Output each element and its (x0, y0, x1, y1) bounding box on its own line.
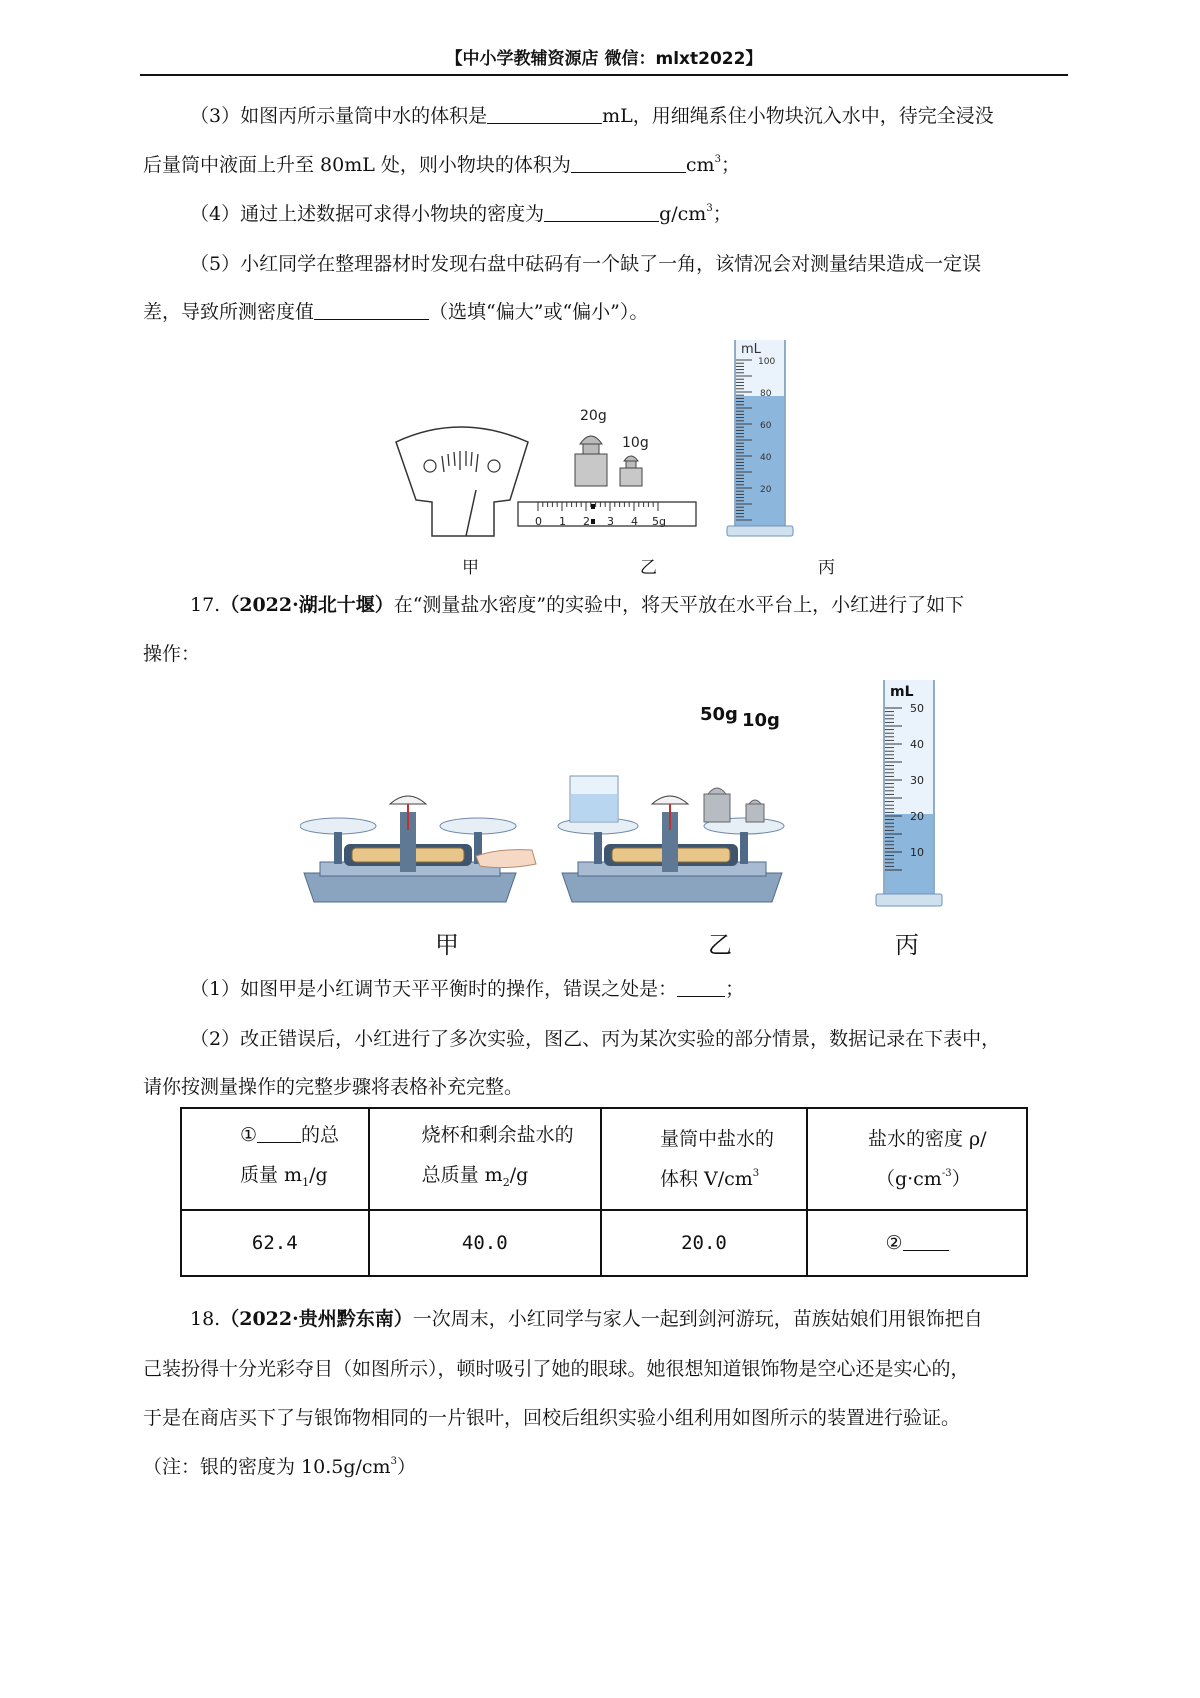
cylinder-tick-label: 40 (760, 453, 772, 463)
scale-label: 1 (559, 515, 566, 528)
q17-caption-bing: 丙 (895, 931, 919, 959)
answer-blank[interactable] (571, 152, 686, 173)
table-row (181, 1210, 1027, 1276)
scale-label: 2 (583, 515, 590, 528)
cylinder-tick-label: 50 (910, 702, 924, 715)
dial-pointer-figure (396, 427, 528, 536)
table-cell: 62.4 (181, 1210, 369, 1276)
q16-part3-line1 (190, 102, 994, 130)
unit-text: （g·cm (875, 1168, 942, 1190)
q17-caption-yi: 乙 (708, 931, 732, 959)
answer-blank[interactable] (677, 976, 725, 997)
scale-label: 0 (535, 515, 542, 528)
weights-figure (518, 408, 696, 528)
superscript: -3 (941, 1168, 952, 1179)
q16-caption-yi: 乙 (640, 558, 657, 578)
q18-stem-line2: 己装扮得十分光彩夺目（如图所示），顿时吸引了她的眼球。她很想知道银饰物是空心还是实心的， (143, 1358, 970, 1380)
table-cell (807, 1210, 1027, 1276)
answer-blank[interactable] (544, 201, 659, 222)
cylinder-unit-label: mL (890, 684, 914, 700)
q16-part3-text-c: 后量筒中液面上升至 80mL 处，则小物块的体积为 (143, 154, 571, 176)
q16-part5-text-a: 差，导致所测密度值 (143, 301, 315, 323)
punct: ； (720, 154, 740, 176)
cylinder-tick-label: 80 (760, 389, 772, 399)
header-text: 体积 V/cm (659, 1168, 753, 1190)
q16-caption-jia: 甲 (462, 558, 479, 578)
weight-label-10g: 10g (622, 435, 649, 451)
page-header: 【中小学教辅资源店 微信：mlxt2022】 (445, 49, 763, 69)
q17-stem-line1 (190, 591, 964, 619)
subscript: 2 (502, 1175, 510, 1189)
table-header-cell (601, 1108, 807, 1210)
answer-blank[interactable] (487, 103, 602, 124)
superscript: 3 (706, 203, 713, 214)
unit-text: /g (509, 1164, 529, 1187)
cylinder-tick-label: 20 (910, 810, 924, 823)
cylinder-tick-label: 60 (760, 421, 772, 431)
weight-label-20g: 20g (580, 408, 607, 424)
cylinder-tick-label: 40 (910, 738, 924, 751)
unit-text: ） (951, 1168, 971, 1190)
q17-caption-jia: 甲 (435, 931, 459, 959)
q18-note (143, 1453, 416, 1481)
cylinder-tick-label: 10 (910, 846, 924, 859)
scale-label: 4 (631, 515, 638, 528)
q18-stem-line3: 于是在商店买下了与银饰物相同的一片银叶，回校后组织实验小组利用如图所示的装置进行验证。 (143, 1407, 961, 1429)
q16-part5-line2 (143, 298, 648, 326)
graduated-cylinder-q17 (876, 680, 942, 906)
q16-part3-text-b: mL，用细绳系住小物块沉入水中，待完全浸没 (602, 105, 994, 127)
superscript: 3 (390, 1456, 397, 1467)
question-source: （2022·贵州黔东南） (220, 1308, 413, 1330)
q17-part2-line1: （2）改正错误后，小红进行了多次实验，图乙、丙为某次实验的部分情景，数据记录在下表中， (190, 1028, 1001, 1050)
q17-stem-text: 在“测量盐水密度”的实验中，将天平放在水平台上，小红进行了如下 (393, 594, 965, 616)
punct: ； (725, 978, 745, 1000)
q16-part3-line2 (143, 151, 740, 179)
scale-label: 3 (607, 515, 614, 528)
header-text: 质量 m (240, 1164, 303, 1187)
q16-figure (390, 340, 860, 540)
unit-text: g/cm (659, 203, 707, 225)
weight-label-50g: 50g (700, 704, 738, 725)
question-number: 18. (190, 1308, 221, 1330)
header-text: 烧杯和剩余盐水的 (421, 1124, 574, 1147)
q16-part5-text-b: （选填“偏大”或“偏小”）。 (429, 301, 649, 323)
graduated-cylinder (727, 340, 793, 536)
scale-label: 5g (652, 515, 666, 528)
q16-part3-text-a: （3）如图丙所示量筒中水的体积是 (190, 105, 488, 127)
question-number: 17. (190, 594, 221, 616)
superscript: 3 (714, 154, 721, 165)
header-rule (140, 74, 1068, 76)
unit-text: /g (309, 1164, 328, 1187)
question-source: （2022·湖北十堰） (220, 594, 394, 616)
q17-part1 (190, 975, 744, 1003)
punct: ） (396, 1456, 416, 1478)
q16-part4 (190, 200, 732, 228)
q16-part5-line1: （5）小红同学在整理器材时发现右盘中砝码有一个缺了一角，该情况会对测量结果造成一定误 (190, 253, 982, 275)
table-header-row (181, 1108, 1027, 1210)
answer-blank[interactable] (257, 1124, 301, 1143)
punct: ； (712, 203, 732, 225)
table-header-cell (807, 1108, 1027, 1210)
measurement-table (180, 1107, 1028, 1277)
circled-number: ① (240, 1124, 258, 1147)
header-text: 量筒中盐水的 (659, 1128, 774, 1150)
header-text: 总质量 m (421, 1164, 503, 1187)
balance-yi (558, 704, 784, 902)
table-header-cell (369, 1108, 601, 1210)
q18-stem-line1 (190, 1305, 983, 1333)
cylinder-unit-label: mL (741, 342, 761, 357)
unit-text: cm (685, 154, 715, 176)
header-text: 的总 (301, 1124, 340, 1147)
q17-stem-line2: 操作： (143, 643, 201, 665)
rider-marker (591, 504, 595, 509)
weight-label-10g: 10g (742, 710, 780, 731)
rider-marker (591, 519, 595, 524)
q18-note-text: （注：银的密度为 10.5g/cm (143, 1456, 391, 1478)
balance-jia (300, 796, 536, 902)
table-header-cell (181, 1108, 369, 1210)
table-cell: 40.0 (369, 1210, 601, 1276)
table-cell: 20.0 (601, 1210, 807, 1276)
header-text: 盐水的密度 ρ/ (867, 1128, 987, 1150)
q18-stem-text: 一次周末，小红同学与家人一起到剑河游玩，苗族姑娘们用银饰把自 (412, 1308, 983, 1330)
circled-number: ② (885, 1232, 903, 1254)
subscript: 1 (302, 1175, 310, 1189)
q17-part2-line2: 请你按测量操作的完整步骤将表格补充完整。 (143, 1076, 524, 1098)
cylinder-tick-label: 20 (760, 485, 772, 495)
q16-part4-text: （4）通过上述数据可求得小物块的密度为 (190, 203, 545, 225)
q16-caption-bing: 丙 (818, 558, 835, 578)
superscript: 3 (752, 1168, 760, 1179)
cylinder-tick-label: 30 (910, 774, 924, 787)
cylinder-tick-label: 100 (758, 357, 776, 367)
answer-blank[interactable] (903, 1232, 949, 1251)
q17-figure (300, 680, 960, 920)
q17-part1-text: （1）如图甲是小红调节天平平衡时的操作，错误之处是： (190, 978, 678, 1000)
answer-blank[interactable] (314, 299, 429, 320)
